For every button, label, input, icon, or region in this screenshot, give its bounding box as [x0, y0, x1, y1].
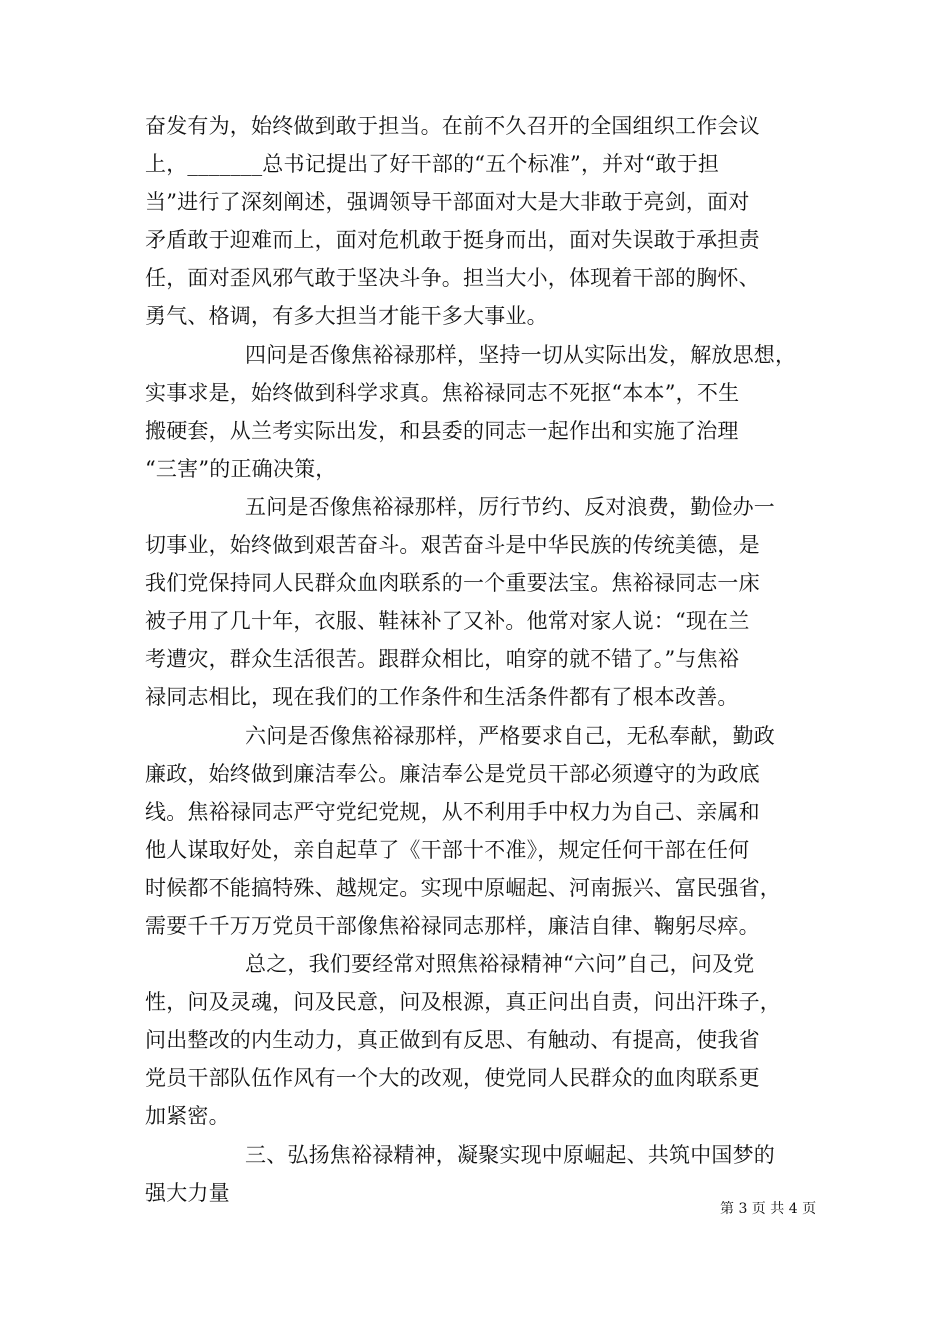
text-line: 切事业，始终做到艰苦奋斗。艰苦奋斗是中华民族的传统美德，是 — [145, 533, 760, 558]
paragraph-2 — [145, 336, 815, 488]
text-line: 五问是否像焦裕禄那样，厉行节约、反对浪费，勤俭办一 — [245, 494, 775, 519]
text-line: 被子用了几十年，衣服、鞋袜补了又补。他常对家人说：“现在兰 — [145, 609, 750, 634]
text-line: 党员干部队伍作风有一个大的改观，使党同人民群众的血肉联系更 — [145, 1066, 760, 1091]
text-line: 总之，我们要经常对照焦裕禄精神“六问”自己，问及党 — [245, 952, 755, 977]
text-line: 当”进行了深刻阐述，强调领导干部面对大是大非敢于亮剑，面对 — [145, 190, 750, 215]
text-line: 实事求是，始终做到科学求真。焦裕禄同志不死抠“本本”，不生 — [145, 380, 740, 405]
text-line: 性，问及灵魂，问及民意，问及根源，真正问出自责，问出汗珠子， — [145, 990, 781, 1015]
text-line: 我们党保持同人民群众血肉联系的一个重要法宝。焦裕禄同志一床 — [145, 571, 760, 596]
text-line: 上，_______总书记提出了好干部的“五个标准”，并对“敢于担 — [145, 152, 720, 177]
text-line: 搬硬套，从兰考实际出发，和县委的同志一起作出和实施了治理 — [145, 418, 739, 443]
text-line: 禄同志相比，现在我们的工作条件和生活条件都有了根本改善。 — [145, 685, 739, 710]
text-line: 四问是否像焦裕禄那样，坚持一切从实际出发，解放思想， — [245, 342, 797, 367]
text-line: 六问是否像焦裕禄那样，严格要求自己，无私奉献，勤政 — [245, 723, 775, 748]
paragraph-5 — [145, 945, 815, 1135]
paragraph-6 — [145, 1136, 815, 1212]
paragraph-3 — [145, 488, 815, 717]
document-body — [145, 107, 815, 1212]
text-line: 加紧密。 — [145, 1104, 230, 1129]
text-line: 强大力量 — [145, 1180, 230, 1205]
text-line: 需要千千万万党员干部像焦裕禄同志那样，廉洁自律、鞠躬尽瘁。 — [145, 913, 760, 938]
text-line: 廉政，始终做到廉洁奉公。廉洁奉公是党员干部必须遵守的为政底 — [145, 761, 760, 786]
text-line: 任，面对歪风邪气敢于坚决斗争。担当大小，体现着干部的胸怀、 — [145, 266, 760, 291]
text-line: “三害”的正确决策， — [145, 456, 337, 481]
page-number-footer: 第 3 页 共 4 页 — [720, 1201, 817, 1217]
text-line: 矛盾敢于迎难而上，面对危机敢于挺身而出，面对失误敢于承担责 — [145, 228, 760, 253]
text-line: 奋发有为，始终做到敢于担当。在前不久召开的全国组织工作会议 — [145, 114, 760, 138]
text-line: 考遭灾，群众生活很苦。跟群众相比，咱穿的就不错了。”与焦裕 — [145, 647, 740, 672]
text-line: 勇气、格调，有多大担当才能干多大事业。 — [145, 304, 548, 329]
text-line: 时候都不能搞特殊、越规定。实现中原崛起、河南振兴、富民强省， — [145, 875, 781, 900]
text-line: 线。焦裕禄同志严守党纪党规，从不利用手中权力为自己、亲属和 — [145, 799, 760, 824]
text-line: 他人谋取好处，亲自起草了《干部十不准》，规定任何干部在任何 — [145, 837, 750, 862]
paragraph-1 — [145, 107, 815, 336]
text-line: 三、弘扬焦裕禄精神，凝聚实现中原崛起、共筑中国梦的 — [245, 1142, 775, 1167]
text-line: 问出整改的内生动力，真正做到有反思、有触动、有提高，使我省 — [145, 1028, 760, 1053]
paragraph-4 — [145, 717, 815, 946]
